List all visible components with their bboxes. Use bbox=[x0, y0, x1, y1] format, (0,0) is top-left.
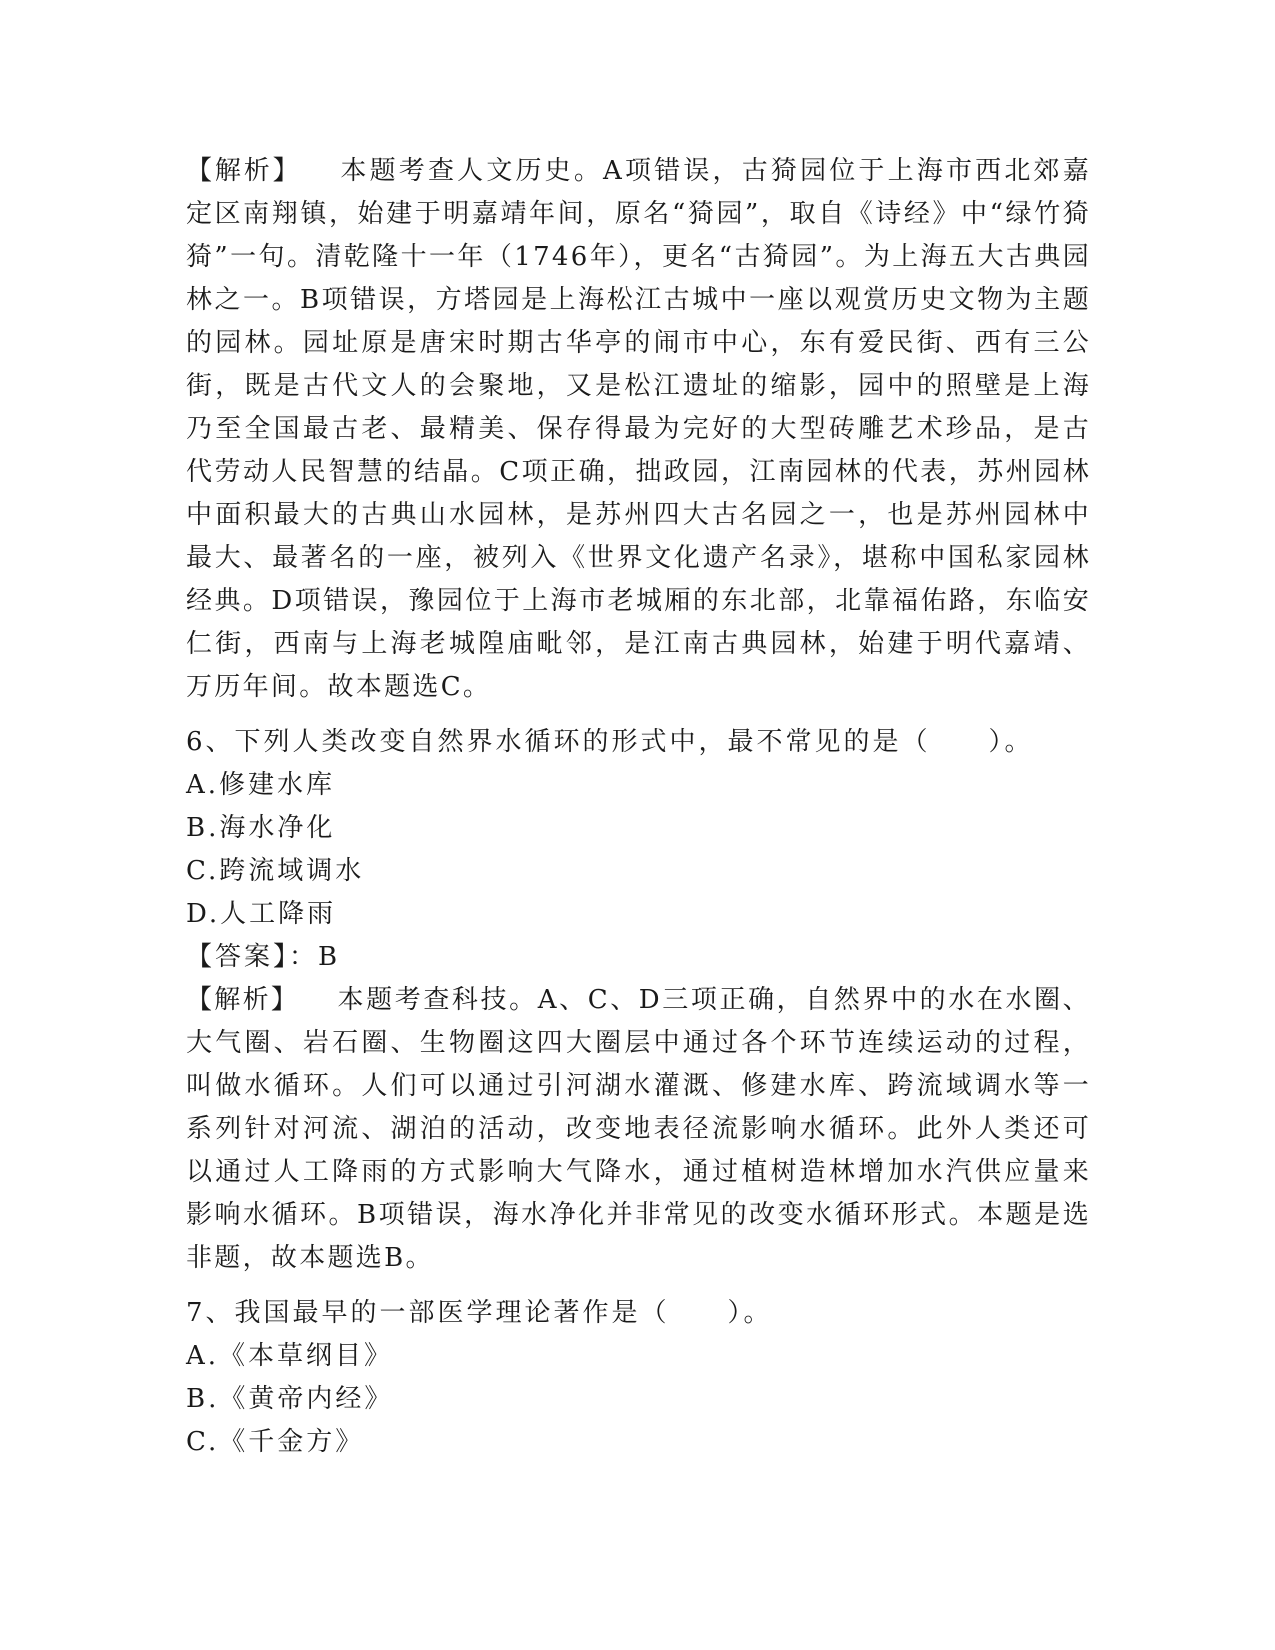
answer-line: 【答案】：B bbox=[186, 942, 341, 972]
analysis-tag: 【解析】 bbox=[186, 985, 300, 1015]
q6-analysis bbox=[186, 979, 1091, 1280]
option-b: B.《黄帝内经》 bbox=[186, 1384, 394, 1414]
q5-analysis bbox=[186, 150, 1091, 709]
analysis-text: 本题考查科技。A、C、D三项正确，自然界中的水在水圈、大气圈、岩石圈、生物圈这四大圈层中通过各个环节连续运动的过程，叫做水循环。人们可以通过引河湖水灌溉、修建水库、跨流域调水等一系列针对河流、湖泊的活动，改变地表径流影响水循环。此外人类还可以通过人工降雨的方式影响大气降水，通过植树造林增加水汽供应量来影响水循环。B项错误，海水净化并非常见的改变水循环形式。本题是选非题，故本题选B。 bbox=[186, 985, 1091, 1273]
question-title: 6、下列人类改变自然界水循环的形式中，最不常见的是（ ）。 bbox=[186, 727, 1034, 757]
question-6 bbox=[186, 721, 1091, 1280]
option-c: C.跨流域调水 bbox=[186, 856, 365, 886]
option-a: A.《本草纲目》 bbox=[186, 1341, 394, 1371]
document-page bbox=[186, 150, 1091, 1464]
option-c: C.《千金方》 bbox=[186, 1427, 365, 1457]
analysis-tag: 【解析】 bbox=[186, 156, 302, 186]
option-b: B.海水净化 bbox=[186, 813, 336, 843]
analysis-text: 本题考查人文历史。A项错误，古猗园位于上海市西北郊嘉定区南翔镇，始建于明嘉靖年间，原名“猗园”，取自《诗经》中“绿竹猗猗”一句。清乾隆十一年（1746年），更名“古猗园”。为上海五大古典园林之一。B项错误，方塔园是上海松江古城中一座以观赏历史文物为主题的园林。园址原是唐宋时期古华亭的闹市中心，东有爱民街、西有三公街，既是古代文人的会聚地，又是松江遗址的缩影，园中的照壁是上海乃至全国最古老、最精美、保存得最为完好的大型砖雕艺术珍品，是古代劳动人民智慧的结晶。C项正确，拙政园，江南园林的代表，苏州园林中面积最大的古典山水园林，是苏州四大古名园之一，也是苏州园林中最大、最著名的一座，被列入《世界文化遗产名录》，堪称中国私家园林经典。D项错误，豫园位于上海市老城厢的东北部，北靠福佑路，东临安仁街，西南与上海老城隍庙毗邻，是江南古典园林，始建于明代嘉靖、万历年间。故本题选C。 bbox=[186, 156, 1091, 702]
option-d: D.人工降雨 bbox=[186, 899, 337, 929]
option-a: A.修建水库 bbox=[186, 770, 336, 800]
question-7 bbox=[186, 1292, 1091, 1464]
question-title: 7、我国最早的一部医学理论著作是（ ）。 bbox=[186, 1298, 773, 1328]
